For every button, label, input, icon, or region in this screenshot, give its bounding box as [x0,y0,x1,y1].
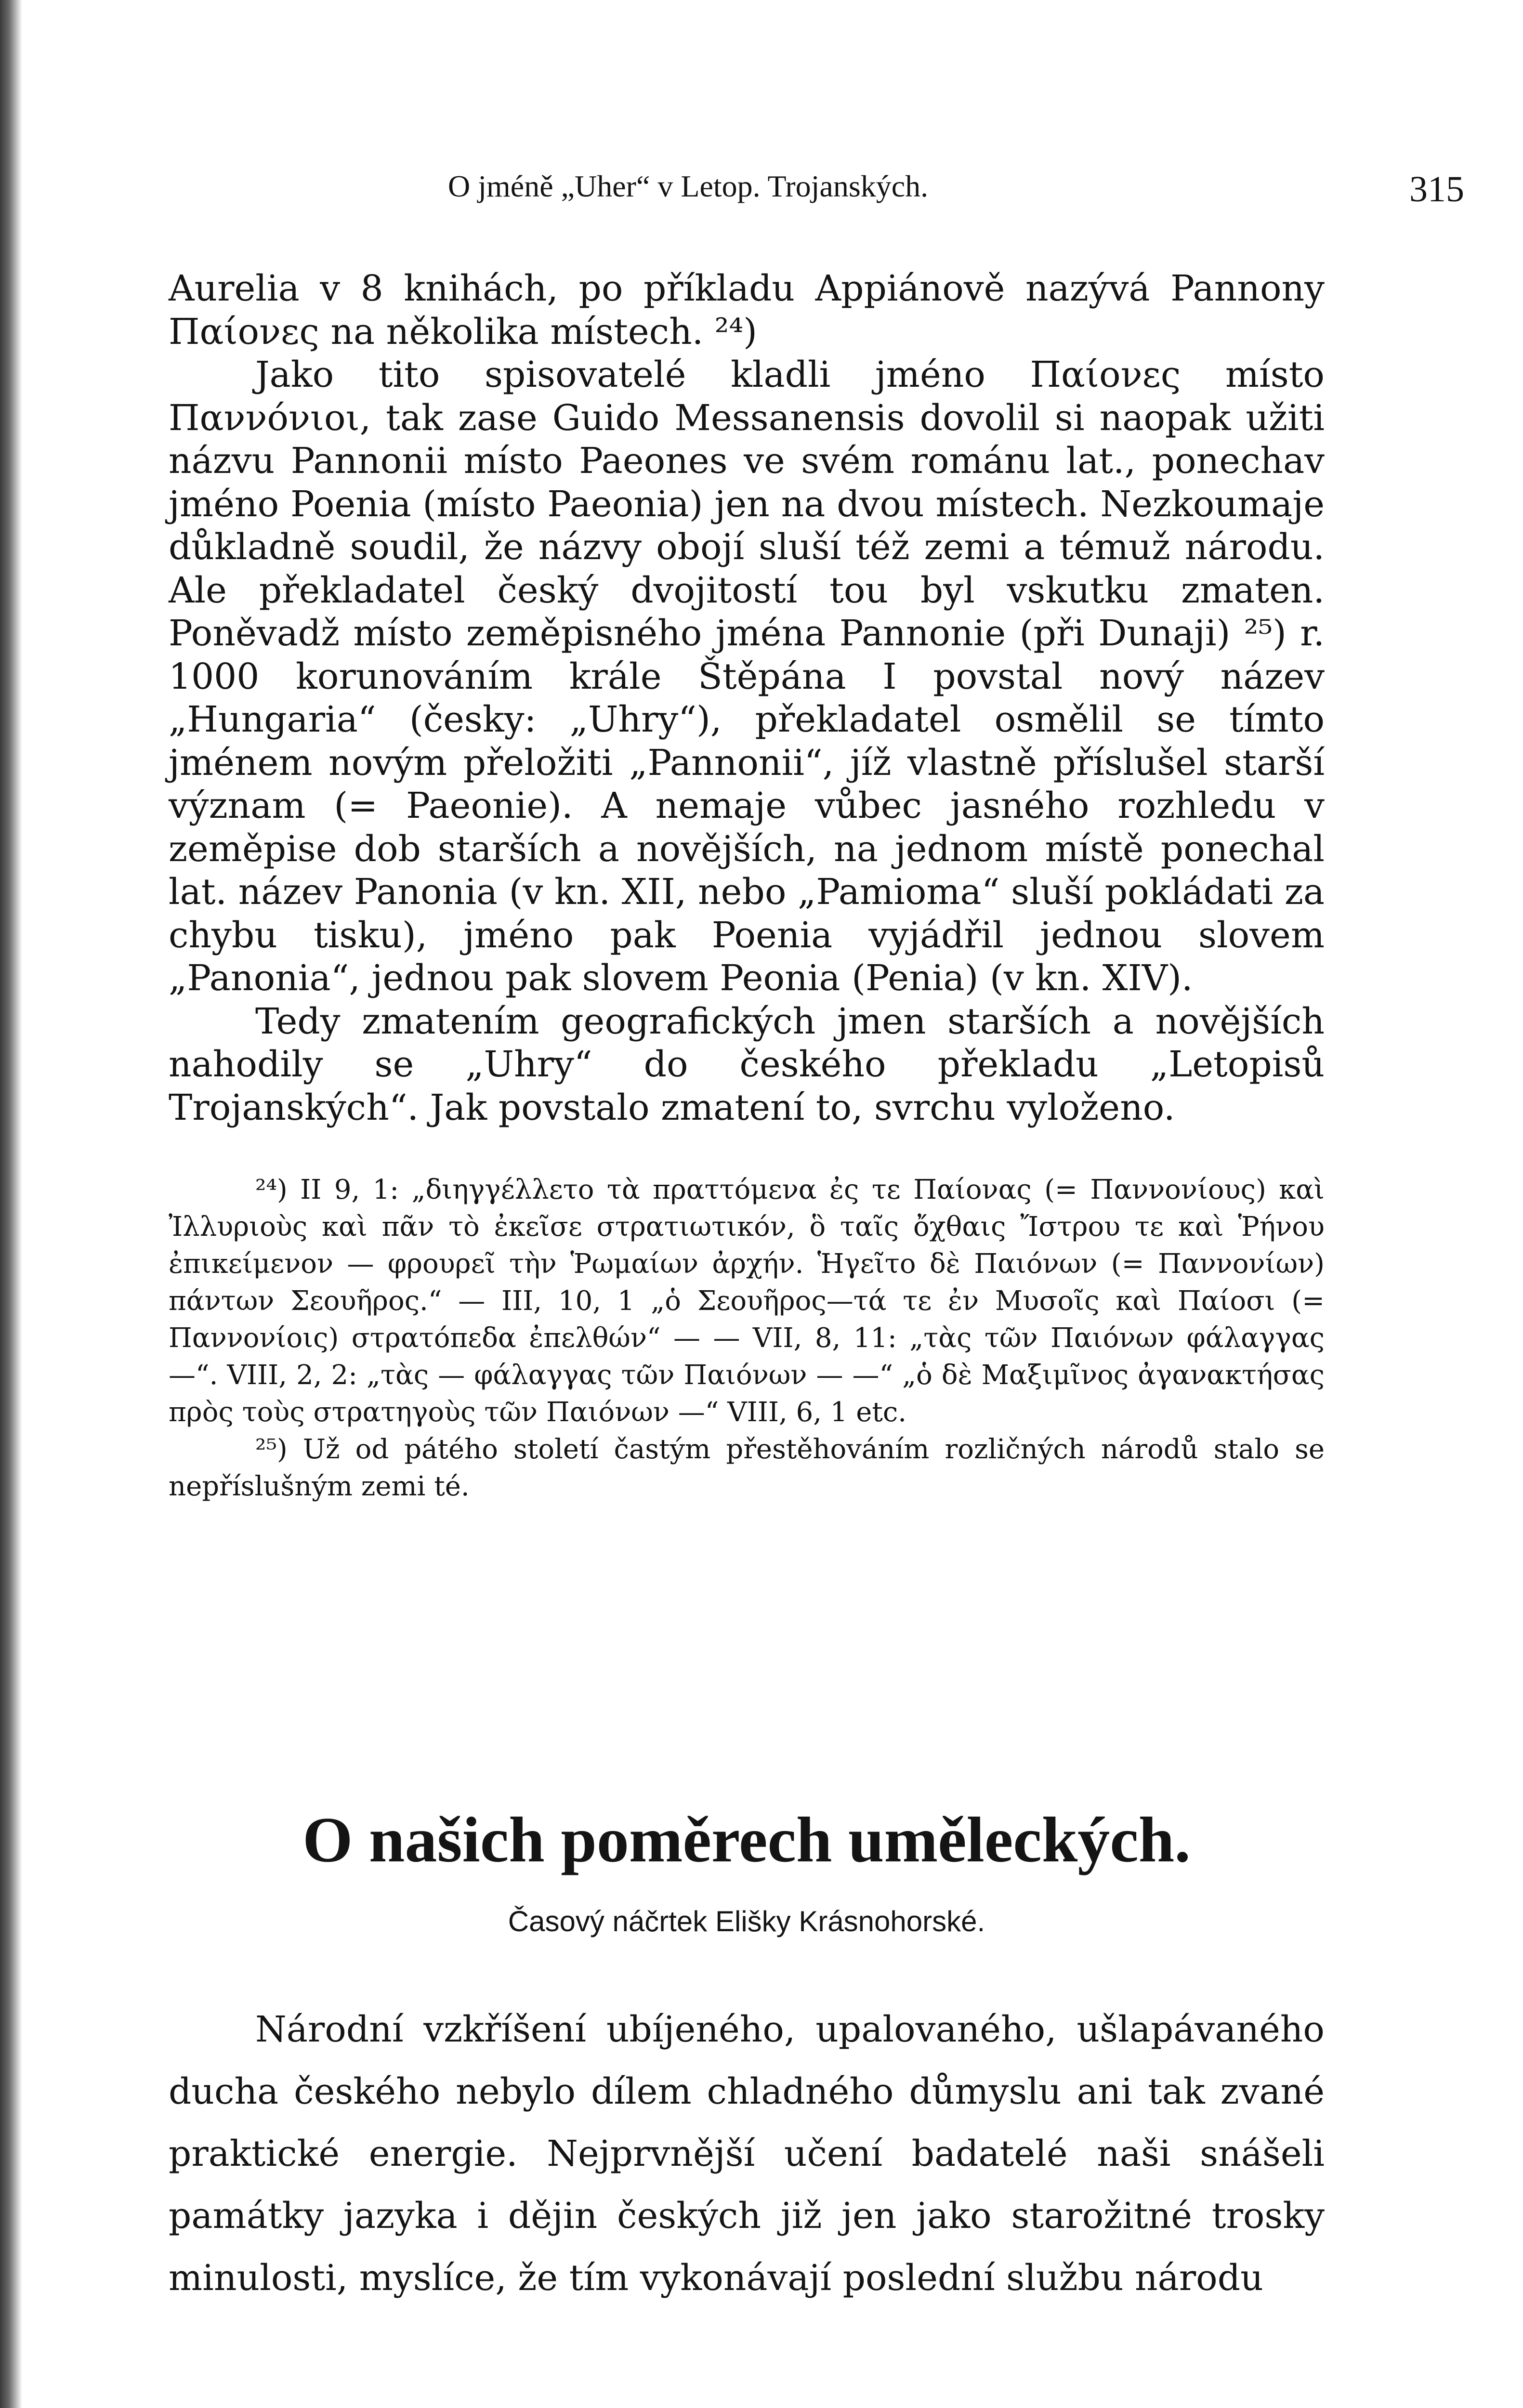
running-title: O jméně „Uher“ v Letop. Trojanských. [448,169,929,203]
footnote-24: ²⁴) II 9, 1: „διηγγέλλετο τὰ πραττόμενα ἐς τε Παίονας (= Παννονίους) καὶ Ἰλλυριοὺς καὶ πᾶν τὸ ἐκεῖσε στρατιωτικόν, ὃ ταῖς ὄχθαις Ἴστρου τε καὶ Ῥήνου ἐπικείμενον — φρουρεῖ τὴν Ῥωμαίων ἀρχήν. Ἡγεῖτο δὲ Παιόνων (= Παννονίων) πάντων Σεουῆρος.“ — III, 10, 1 „ὁ Σεουῆρος—τά τε ἐν Μυσοῖς καὶ Παίοσι (= Παννονίοις) στρατόπεδα ἐπελθών“ — — VII, 8, 11: „τὰς τῶν Παιόνων φάλαγγας —“. VIII, 2, 2: „τὰς — φάλαγγας τῶν Παιόνων — —“ „ὁ δὲ Μαξιμῖνος ἀγανακτήσας πρὸς τοὺς στρατηγοὺς τῶν Παιόνων —“ VIII, 6, 1 etc. [169,1174,1325,1428]
page-binding-edge [0,0,22,2408]
footnotes [169,1171,1325,1505]
paragraph: Tedy zmatením geografických jmen starších a novějších nahodily se „Uhry“ do českého překladu „Letopisů Trojanských“. Jak povstalo zmatení to, svrchu vyloženo. [169,1000,1325,1128]
footnote-25: ²⁵) Už od pátého století častým přestěhováním rozličných národů stalo se nepříslušným zemi té. [169,1434,1325,1502]
paragraph: Jako tito spisovatelé kladli jméno Παίονες místo Παννόνιοι, tak zase Guido Messanensis dovolil si naopak užiti názvu Pannonii místo Paeones ve svém románu lat., ponechav jméno Poenia (místo Paeonia) jen na dvou místech. Nezkoumaje důkladně soudil, že názvy obojí sluší též zemi a témuž národu. Ale překladatel český dvojitostí tou byl vskutku zmaten. Poněvadž místo zeměpisného jména Pannonie (při Dunaji) ²⁵) r. 1000 korunováním krále Štěpána I povstal nový název „Hungaria“ (česky: „Uhry“), překladatel osmělil se tímto jménem novým přeložiti „Pannonii“, jíž vlastně příslušel starší význam (= Paeonie). A nemaje vůbec jasného rozhledu v zeměpise dob starších a novějších, na jednom místě ponechal lat. název Panonia (v kn. XII, nebo „Pamioma“ sluší pokládati za chybu tisku), jméno pak Poenia vyjádřil jednou slovem „Panonia“, jednou pak slovem Peonia (Penia) (v kn. XIV). [169,354,1325,999]
main-text [169,267,1325,1129]
paragraph: Aurelia v 8 knihách, po příkladu Appiánově nazývá Pannony Παίονες na několika místech. ²⁴) [169,268,1325,353]
article-paragraph: Národní vzkříšení ubíjeného, upalovaného, ušlapávaného ducha českého nebylo dílem chladného důmyslu ani tak zvané praktické energie. Nejprvnější učení badatelé naši snášeli památky jazyka i dějin českých již jen jako starožitné trosky minulosti, myslíce, že tím vykonávají poslední službu národu [169,2009,1325,2299]
article-byline: Časový náčrtek Elišky Krásnohorské. [508,1905,985,1937]
page-number: 315 [1409,169,1464,209]
running-header [448,169,1464,217]
article-title: O našich poměrech uměleckých. [302,1804,1191,1875]
